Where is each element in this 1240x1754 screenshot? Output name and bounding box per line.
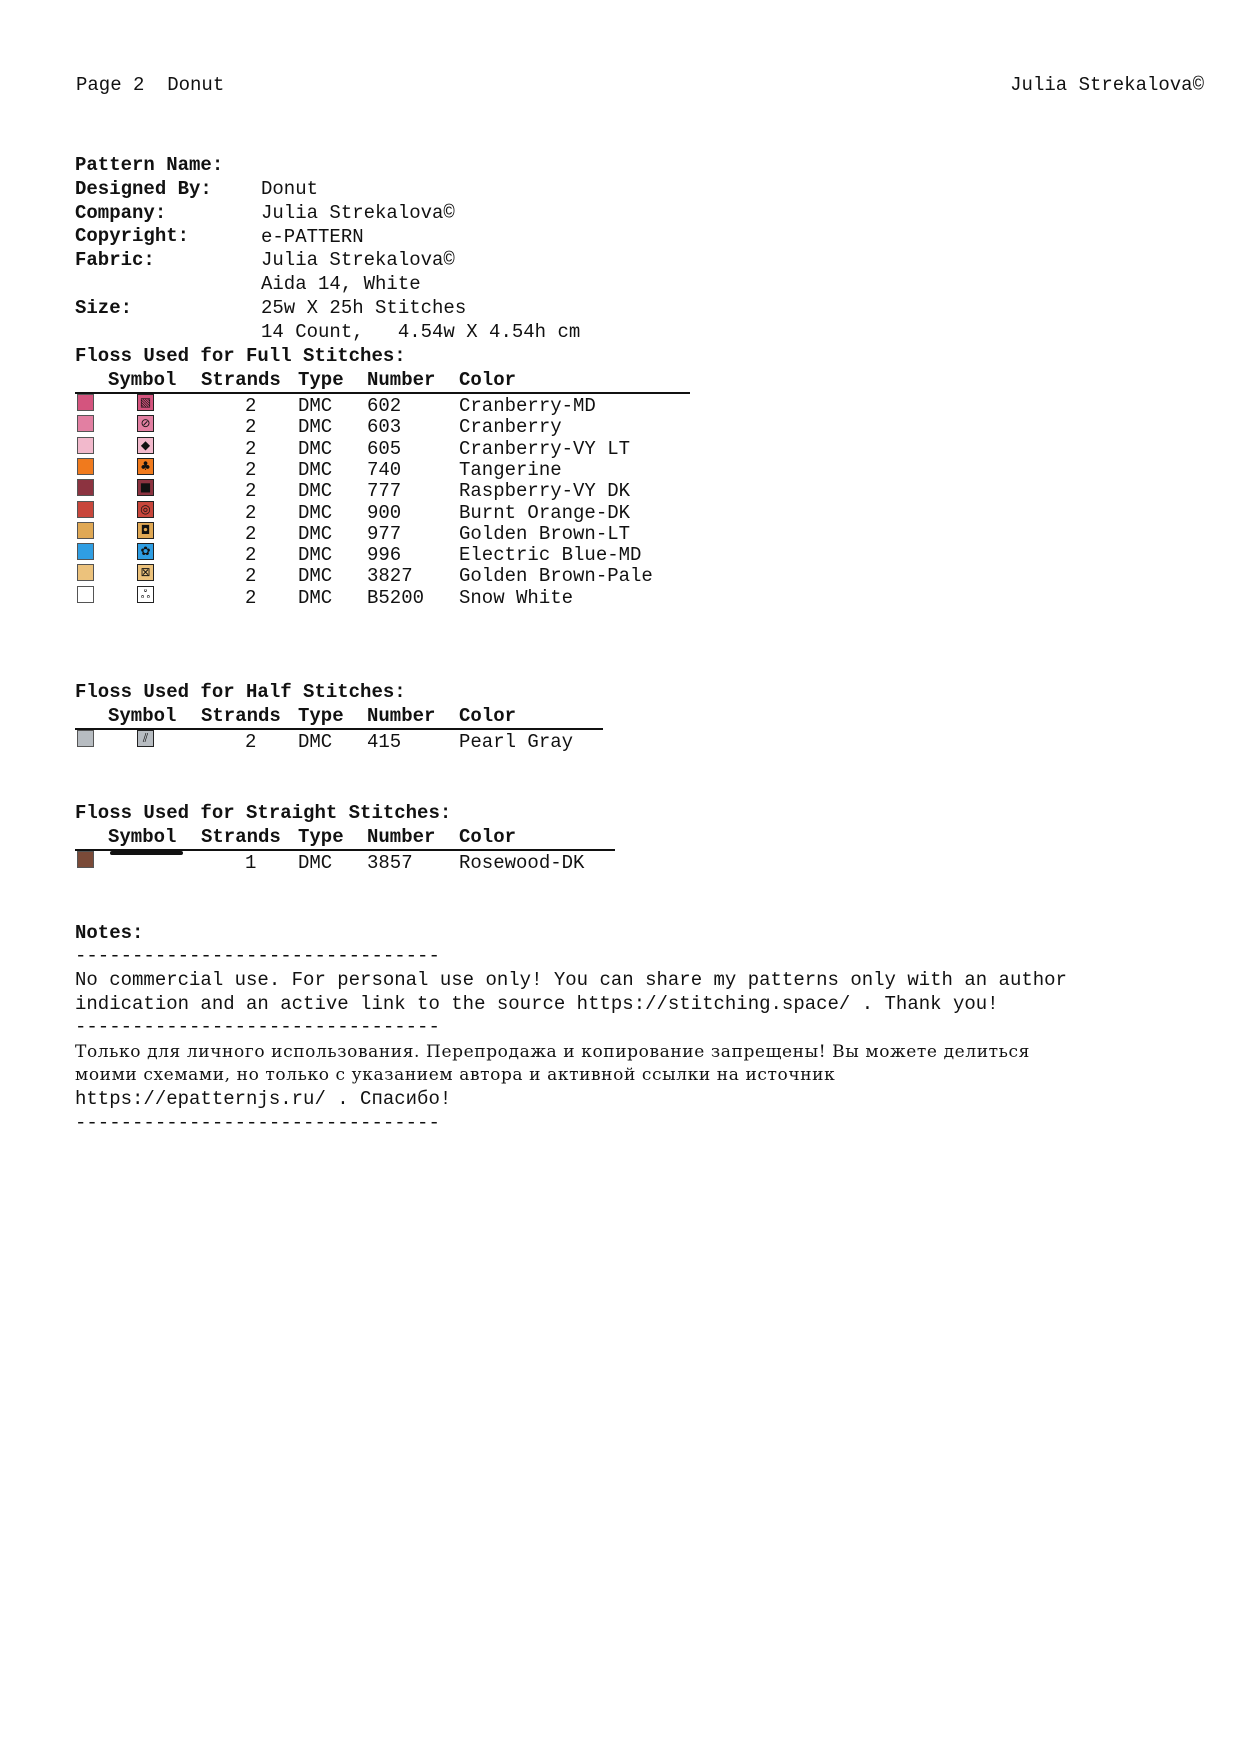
color-swatch: [77, 522, 94, 539]
info-label: Designed By:: [75, 178, 212, 200]
info-label: Size:: [75, 297, 133, 319]
type-cell: DMC: [298, 731, 333, 753]
strands-cell: 2: [245, 437, 257, 460]
col-symbol: Symbol: [108, 369, 177, 391]
table-row: [75, 730, 695, 754]
strands-cell: 2: [245, 586, 257, 609]
color-name-cell: Tangerine: [459, 458, 562, 481]
info-label: Pattern Name:: [75, 154, 224, 176]
color-name-cell: Burnt Orange-DK: [459, 501, 631, 524]
col-color: Color: [459, 369, 517, 391]
color-swatch: [77, 543, 94, 560]
stitch-symbol-icon: ஃ: [137, 586, 154, 603]
full-stitches-title: Floss Used for Full Stitches:: [75, 345, 406, 367]
stitch-symbol-icon: ◘: [137, 522, 154, 539]
number-cell: 603: [367, 416, 402, 439]
type-cell: DMC: [298, 416, 333, 439]
info-value: 14 Count, 4.54w X 4.54h cm: [261, 321, 581, 343]
number-cell: 777: [367, 480, 402, 503]
type-cell: DMC: [298, 458, 333, 481]
stitch-symbol-icon: ■: [137, 479, 154, 496]
col-color: Color: [459, 826, 517, 848]
info-label: Copyright:: [75, 225, 190, 247]
strands-cell: 2: [245, 731, 257, 753]
number-cell: 996: [367, 544, 402, 567]
notes-divider: --------------------------------: [75, 1016, 440, 1038]
col-number: Number: [367, 369, 436, 391]
stitch-symbol-icon: ⫽: [137, 730, 154, 747]
strands-cell: 2: [245, 565, 257, 588]
stitch-symbol-icon: ♣: [137, 458, 154, 475]
color-swatch: [77, 501, 94, 518]
col-color: Color: [459, 705, 517, 727]
color-swatch: [77, 564, 94, 581]
number-cell: B5200: [367, 586, 425, 609]
notes-divider: --------------------------------: [75, 945, 440, 967]
number-cell: 605: [367, 437, 402, 460]
number-cell: 3827: [367, 565, 413, 588]
col-type: Type: [298, 826, 344, 848]
number-cell: 415: [367, 731, 402, 753]
stitch-symbol-icon: ⊠: [137, 564, 154, 581]
color-swatch: [77, 415, 94, 432]
info-value: Julia Strekalova©: [261, 249, 455, 271]
notes-russian-line-2: моими схемами, но только с указанием автора и активной ссылки на источник: [75, 1065, 836, 1085]
color-swatch: [77, 851, 94, 868]
strands-cell: 2: [245, 522, 257, 545]
color-name-cell: Cranberry-MD: [459, 395, 596, 417]
page-header-left: Page 2 Donut: [76, 74, 225, 96]
color-swatch: [77, 437, 94, 454]
color-name-cell: Cranberry-VY LT: [459, 437, 631, 460]
table-row: [75, 851, 695, 875]
notes-russian-line-1: Только для личного использования. Перепродажа и копирование запрещены! Вы можете делиться: [75, 1042, 1030, 1062]
stitch-symbol-icon: ◎: [137, 501, 154, 518]
stitch-symbol-icon: ✿: [137, 543, 154, 560]
col-type: Type: [298, 369, 344, 391]
stitch-symbol-icon: ⊘: [137, 415, 154, 432]
color-name-cell: Raspberry-VY DK: [459, 480, 631, 503]
type-cell: DMC: [298, 565, 333, 588]
col-strands: Strands: [201, 369, 281, 391]
number-cell: 602: [367, 395, 402, 417]
strands-cell: 1: [245, 852, 257, 874]
color-swatch: [77, 394, 94, 411]
strands-cell: 2: [245, 480, 257, 503]
color-swatch: [77, 730, 94, 747]
full-stitches-header: [75, 368, 690, 392]
strands-cell: 2: [245, 395, 257, 417]
notes-divider: --------------------------------: [75, 1112, 440, 1134]
info-value: Aida 14, White: [261, 273, 421, 295]
straight-stitch-line-icon: [110, 851, 183, 855]
type-cell: DMC: [298, 852, 333, 874]
strands-cell: 2: [245, 416, 257, 439]
number-cell: 740: [367, 458, 402, 481]
color-swatch: [77, 479, 94, 496]
notes-russian-line-3: https://epatternjs.ru/ . Спасибо!: [75, 1088, 452, 1110]
color-name-cell: Golden Brown-LT: [459, 522, 631, 545]
color-name-cell: Rosewood-DK: [459, 852, 585, 874]
type-cell: DMC: [298, 480, 333, 503]
color-name-cell: Electric Blue-MD: [459, 544, 642, 567]
color-name-cell: Golden Brown-Pale: [459, 565, 653, 588]
col-strands: Strands: [201, 705, 281, 727]
type-cell: DMC: [298, 395, 333, 417]
info-value: Julia Strekalova©: [261, 202, 455, 224]
col-number: Number: [367, 826, 436, 848]
notes-title: Notes:: [75, 922, 144, 944]
type-cell: DMC: [298, 586, 333, 609]
color-name-cell: Cranberry: [459, 416, 562, 439]
info-value: Donut: [261, 178, 319, 200]
color-swatch: [77, 586, 94, 603]
strands-cell: 2: [245, 544, 257, 567]
strands-cell: 2: [245, 458, 257, 481]
col-symbol: Symbol: [108, 705, 177, 727]
color-swatch: [77, 458, 94, 475]
half-stitches-title: Floss Used for Half Stitches:: [75, 681, 406, 703]
col-type: Type: [298, 705, 344, 727]
col-strands: Strands: [201, 826, 281, 848]
stitch-symbol-icon: ▧: [137, 394, 154, 411]
col-symbol: Symbol: [108, 826, 177, 848]
straight-stitches-title: Floss Used for Straight Stitches:: [75, 802, 452, 824]
number-cell: 3857: [367, 852, 413, 874]
type-cell: DMC: [298, 544, 333, 567]
number-cell: 977: [367, 522, 402, 545]
notes-english-line-1: No commercial use. For personal use only! You can share my patterns only with an author: [75, 969, 1067, 991]
page-header-author: Julia Strekalova©: [1010, 74, 1204, 96]
color-name-cell: Snow White: [459, 586, 574, 609]
strands-cell: 2: [245, 501, 257, 524]
info-label: Fabric:: [75, 249, 155, 271]
info-value: 25w X 25h Stitches: [261, 297, 467, 319]
half-stitches-header: [75, 704, 603, 728]
col-number: Number: [367, 705, 436, 727]
color-name-cell: Pearl Gray: [459, 731, 574, 753]
number-cell: 900: [367, 501, 402, 524]
straight-stitches-header: [75, 825, 615, 849]
type-cell: DMC: [298, 437, 333, 460]
stitch-symbol-icon: ◆: [137, 437, 154, 454]
type-cell: DMC: [298, 501, 333, 524]
type-cell: DMC: [298, 522, 333, 545]
info-label: Company:: [75, 202, 167, 224]
table-row: [75, 586, 695, 610]
notes-english-line-2: indication and an active link to the source https://stitching.space/ . Thank you!: [75, 993, 999, 1015]
info-value: e-PATTERN: [261, 226, 364, 248]
